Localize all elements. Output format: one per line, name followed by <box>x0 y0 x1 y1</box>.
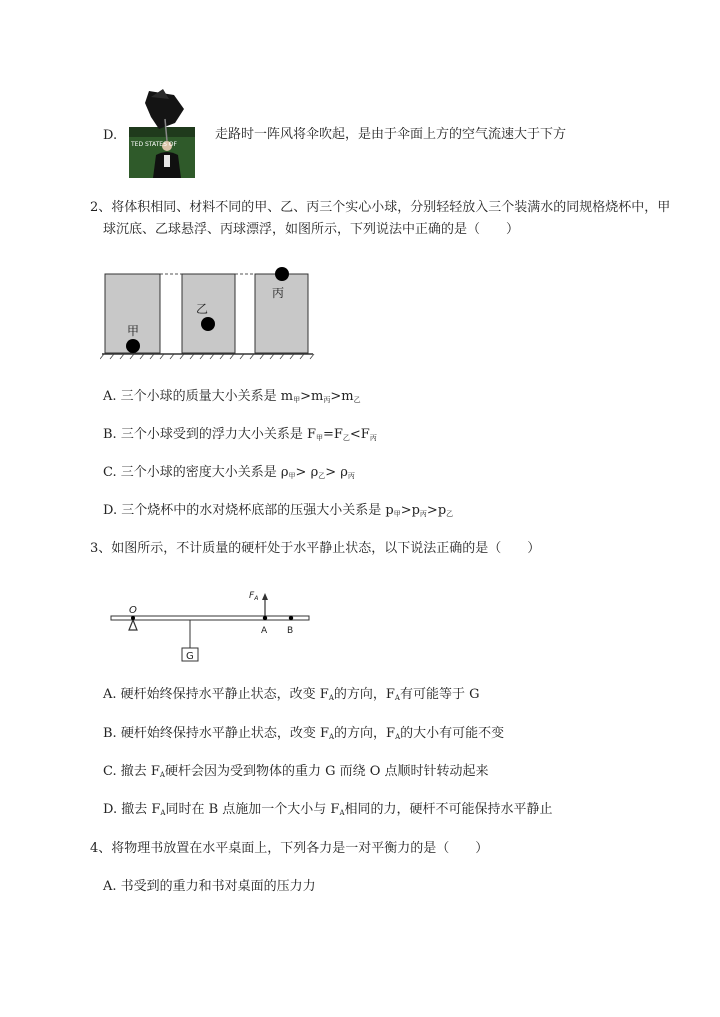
option-letter: D. <box>103 128 118 143</box>
ball-bing <box>275 267 289 281</box>
beaker-yi <box>182 274 235 353</box>
label-yi: 乙 <box>196 302 209 316</box>
q4-stem: 4、将物理书放置在水平桌面上，下列各力是一对平衡力的是（ ） <box>90 841 489 856</box>
q1-option-d <box>103 127 117 145</box>
lever-rod <box>111 616 309 620</box>
q2-option-b: B. 三个小球受到的浮力大小关系是 $F_甲=F_乙<F_丙$ <box>103 427 377 442</box>
q3-option-c: C. 撤去 $F_A$硬杆会因为受到物体的重力 G 而绕 O 点顺时针转动起来 <box>103 764 489 779</box>
q3-lever-figure <box>105 585 315 665</box>
label-fa: $F_A$ <box>249 591 259 602</box>
label-b: B <box>287 626 294 636</box>
ball-yi <box>201 317 215 331</box>
label-jia: 甲 <box>127 324 140 338</box>
q4-option-a: A. 书受到的重力和书对桌面的压力力 <box>103 879 316 894</box>
q3-option-b: B. 硬杆始终保持水平静止状态，改变 $F_A$的方向，$F_A$的大小有可能不变 <box>103 726 505 741</box>
label-bing: 丙 <box>272 286 285 300</box>
umbrella-photo-image <box>129 89 195 178</box>
label-o: O <box>129 605 137 616</box>
q3-option-d: D. 撤去 $F_A$同时在 B 点施加一个大小与 $F_A$相同的力，硬杆不可能保持水平静止 <box>103 802 553 817</box>
q3-stem: 3、如图所示，不计质量的硬杆处于水平静止状态，以下说法正确的是（ ） <box>90 541 541 556</box>
q1-option-d-text: 走路时一阵风将伞吹起，是由于伞面上方的空气流速大于下方 <box>215 127 567 142</box>
q3-option-a: A. 硬杆始终保持水平静止状态，改变 $F_A$的方向，$F_A$有可能等于 G <box>103 687 480 702</box>
q2-option-a: A. 三个小球的质量大小关系是 $m_甲>m_丙>m_乙$ <box>103 389 361 404</box>
q2-option-d: D. 三个烧杯中的水对烧杯底部的压强大小关系是 $p_甲>p_丙>p_乙$ <box>103 503 454 518</box>
fulcrum <box>129 620 137 630</box>
photo-caption: TED STATES OF <box>131 141 177 148</box>
ball-jia <box>126 339 140 353</box>
q2-stem-line1: 2、将体积相同、材料不同的甲、乙、丙三个实心小球，分别轻轻放入三个装满水的同规格烧杯中，甲 <box>90 200 671 215</box>
label-g: G <box>186 651 194 662</box>
q2-option-c: C. 三个小球的密度大小关系是 $\rho_甲> \rho_乙> \rho_丙$ <box>103 465 355 480</box>
umbrella-photo <box>129 89 195 178</box>
q2-beakers-figure <box>100 262 318 362</box>
q2-stem-line2: 球沉底、乙球悬浮、丙球漂浮，如图所示，下列说法中正确的是（ ） <box>103 222 520 237</box>
label-a: A <box>261 626 268 636</box>
